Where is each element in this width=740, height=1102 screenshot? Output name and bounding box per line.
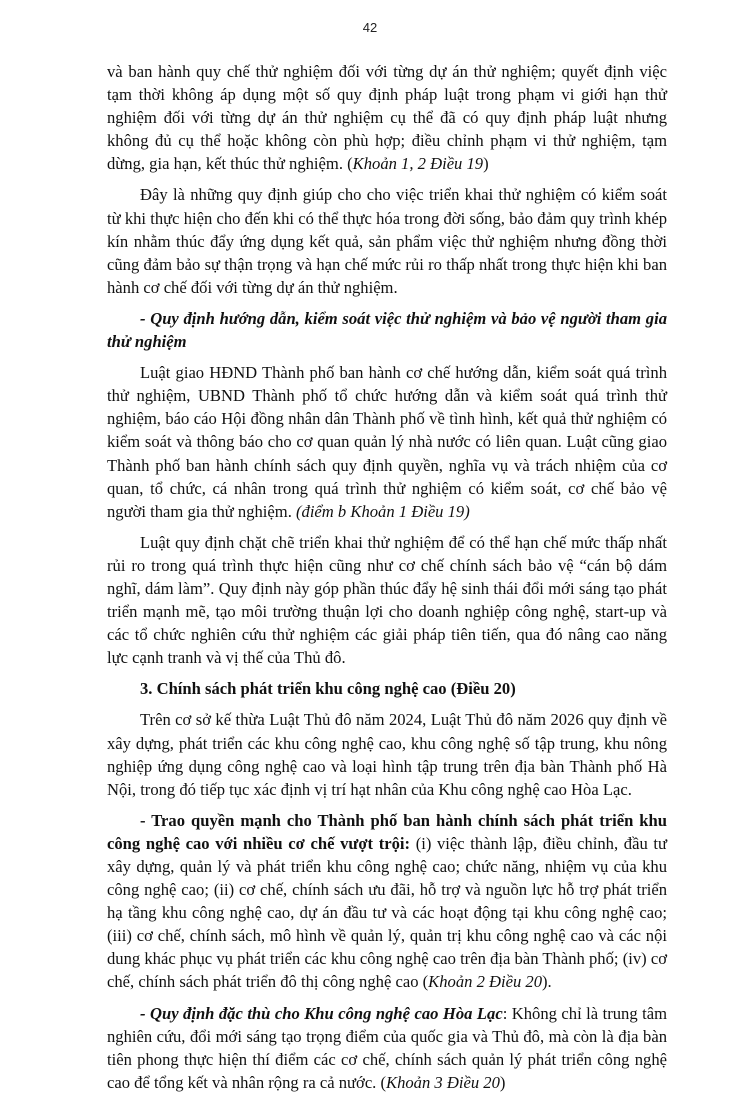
paragraph-7-end: )	[499, 1072, 506, 1092]
paragraph-3-ref: (điểm b Khoản 1 Điều 19)	[296, 501, 470, 521]
paragraph-6-lead: - Trao quyền mạnh cho Thành phố ban hành chính sách phát triển khu công nghệ cao với nhiều cơ chế vượt trội:	[107, 810, 667, 853]
paragraph-1	[107, 60, 667, 175]
paragraph-1-text: và ban hành quy chế thử nghiệm đối với từng dự án thử nghiệm; quyết định việc tạm thời không áp dụng một số quy định pháp luật trong phạm vi giới hạn thử nghiệm đối với từng dự án thử nghiệm cụ thể đã có quy định pháp luật nhưng không đủ cụ thể hoặc không còn phù hợp; điều chỉnh phạm vi thử nghiệm, tạm dừng, gia hạn, kết thúc thử nghiệm. (	[107, 62, 667, 174]
paragraph-2	[107, 183, 667, 298]
section-heading-guidance-text: - Quy định hướng dẫn, kiểm soát việc thử nghiệm và bảo vệ người tham gia thử nghiệm	[107, 308, 667, 352]
paragraph-4	[107, 531, 667, 670]
section-heading-3-text: 3. Chính sách phát triển khu công nghệ cao (Điều 20)	[140, 679, 516, 699]
page-number: 42	[362, 20, 378, 35]
paragraph-6-ref: Khoản 2 Điều 20	[428, 972, 543, 992]
paragraph-7-ref: Khoản 3 Điều 20	[386, 1072, 500, 1092]
paragraph-1-end: )	[483, 154, 489, 174]
paragraph-2-text: Đây là những quy định giúp cho cho việc triển khai thử nghiệm có kiểm soát từ khi thực hiện cho đến khi có thể thực hóa trong đời sống, bảo đảm quy trình khép kín nhằm thúc đẩy ứng dụng kết quả, sản phẩm việc thử nghiệm nhưng đồng thời cũng đảm bảo sự thận trọng và hạn chế mức rủi ro thấp nhất trong thực hiện khi ban hành cơ chế đối với từng dự án thử nghiệm.	[107, 185, 667, 297]
paragraph-3-text: Luật giao HĐND Thành phố ban hành cơ chế hướng dẫn, kiểm soát quá trình thử nghiệm, UBND Thành phố tổ chức hướng dẫn và kiểm soát quá trình thử nghiệm, báo cáo Hội đồng nhân dân Thành phố về tình hình, kết quả thử nghiệm có kiểm soát và thông báo cho cơ quan quản lý nhà nước có liên quan. Luật cũng giao Thành phố ban hành chính sách quy định quyền, nghĩa vụ và trách nhiệm của cơ quan, tổ chức, cá nhân trong quá trình thử nghiệm có kiểm soát, cơ chế bảo vệ người tham gia thử nghiệm.	[107, 363, 667, 521]
paragraph-7	[107, 1002, 667, 1094]
paragraph-6-end: ).	[542, 972, 552, 992]
section-heading-3	[107, 677, 667, 700]
paragraph-7-lead: - Quy định đặc thù cho Khu công nghệ cao Hòa Lạc	[140, 1003, 503, 1023]
section-heading-guidance	[107, 307, 667, 353]
paragraph-4-text: Luật quy định chặt chẽ triển khai thử nghiệm để có thể hạn chế mức thấp nhất rủi ro trong quá trình thực hiện cũng như cơ chế chính sách bảo vệ “cán bộ dám nghĩ, dám làm”. Quy định này góp phần thúc đẩy hệ sinh thái đổi mới sáng tạo phát triển mạnh mẽ, tạo môi trường thuận lợi cho doanh nghiệp công nghệ, start-up và các tổ chức nghiên cứu thử nghiệm các giải pháp tiên tiến, qua đó nâng cao năng lực cạnh tranh và vị thế của Thủ đô.	[107, 532, 667, 668]
paragraph-7-text: : Không chỉ là trung tâm nghiên cứu, đổi mới sáng tạo trọng điểm của quốc gia và Thủ đô, mà còn là địa bàn tiên phong thực hiện thí điểm các cơ chế, chính sách quản lý phát triển công nghệ cao để tổng kết và nhân rộng ra cả nước. (	[107, 1003, 667, 1092]
document-body	[107, 60, 667, 1102]
paragraph-3	[107, 361, 667, 523]
paragraph-1-ref: Khoản 1, 2 Điều 19	[352, 154, 484, 174]
paragraph-6-text: (i) việc thành lập, điều chỉnh, đầu tư xây dựng, quản lý và phát triển khu công nghệ cao; chức năng, nhiệm vụ của khu công nghệ cao; (ii) cơ chế, chính sách ưu đãi, hỗ trợ và nguồn lực hỗ trợ phát triển hạ tầng khu công nghệ cao, dự án đầu tư và các hoạt động tại khu công nghệ cao; (iii) cơ chế, chính sách, mô hình về quản lý, quản trị khu công nghệ cao và các nội dung khác phục vụ phát triển các khu công nghệ cao trên địa bàn Thành phố; (iv) cơ chế, chính sách phát triển đô thị công nghệ cao (	[107, 833, 667, 992]
paragraph-6	[107, 809, 667, 994]
paragraph-5	[107, 708, 667, 800]
paragraph-5-text: Trên cơ sở kế thừa Luật Thủ đô năm 2024, Luật Thủ đô năm 2026 quy định về xây dựng, phát triển các khu công nghệ cao, khu công nghệ số tập trung, khu nông nghiệp ứng dụng công nghệ cao và loại hình tập trung trên địa bàn Thành phố Hà Nội, trong đó tiếp tục xác định vị trí hạt nhân của Khu công nghệ cao Hòa Lạc.	[107, 710, 667, 799]
